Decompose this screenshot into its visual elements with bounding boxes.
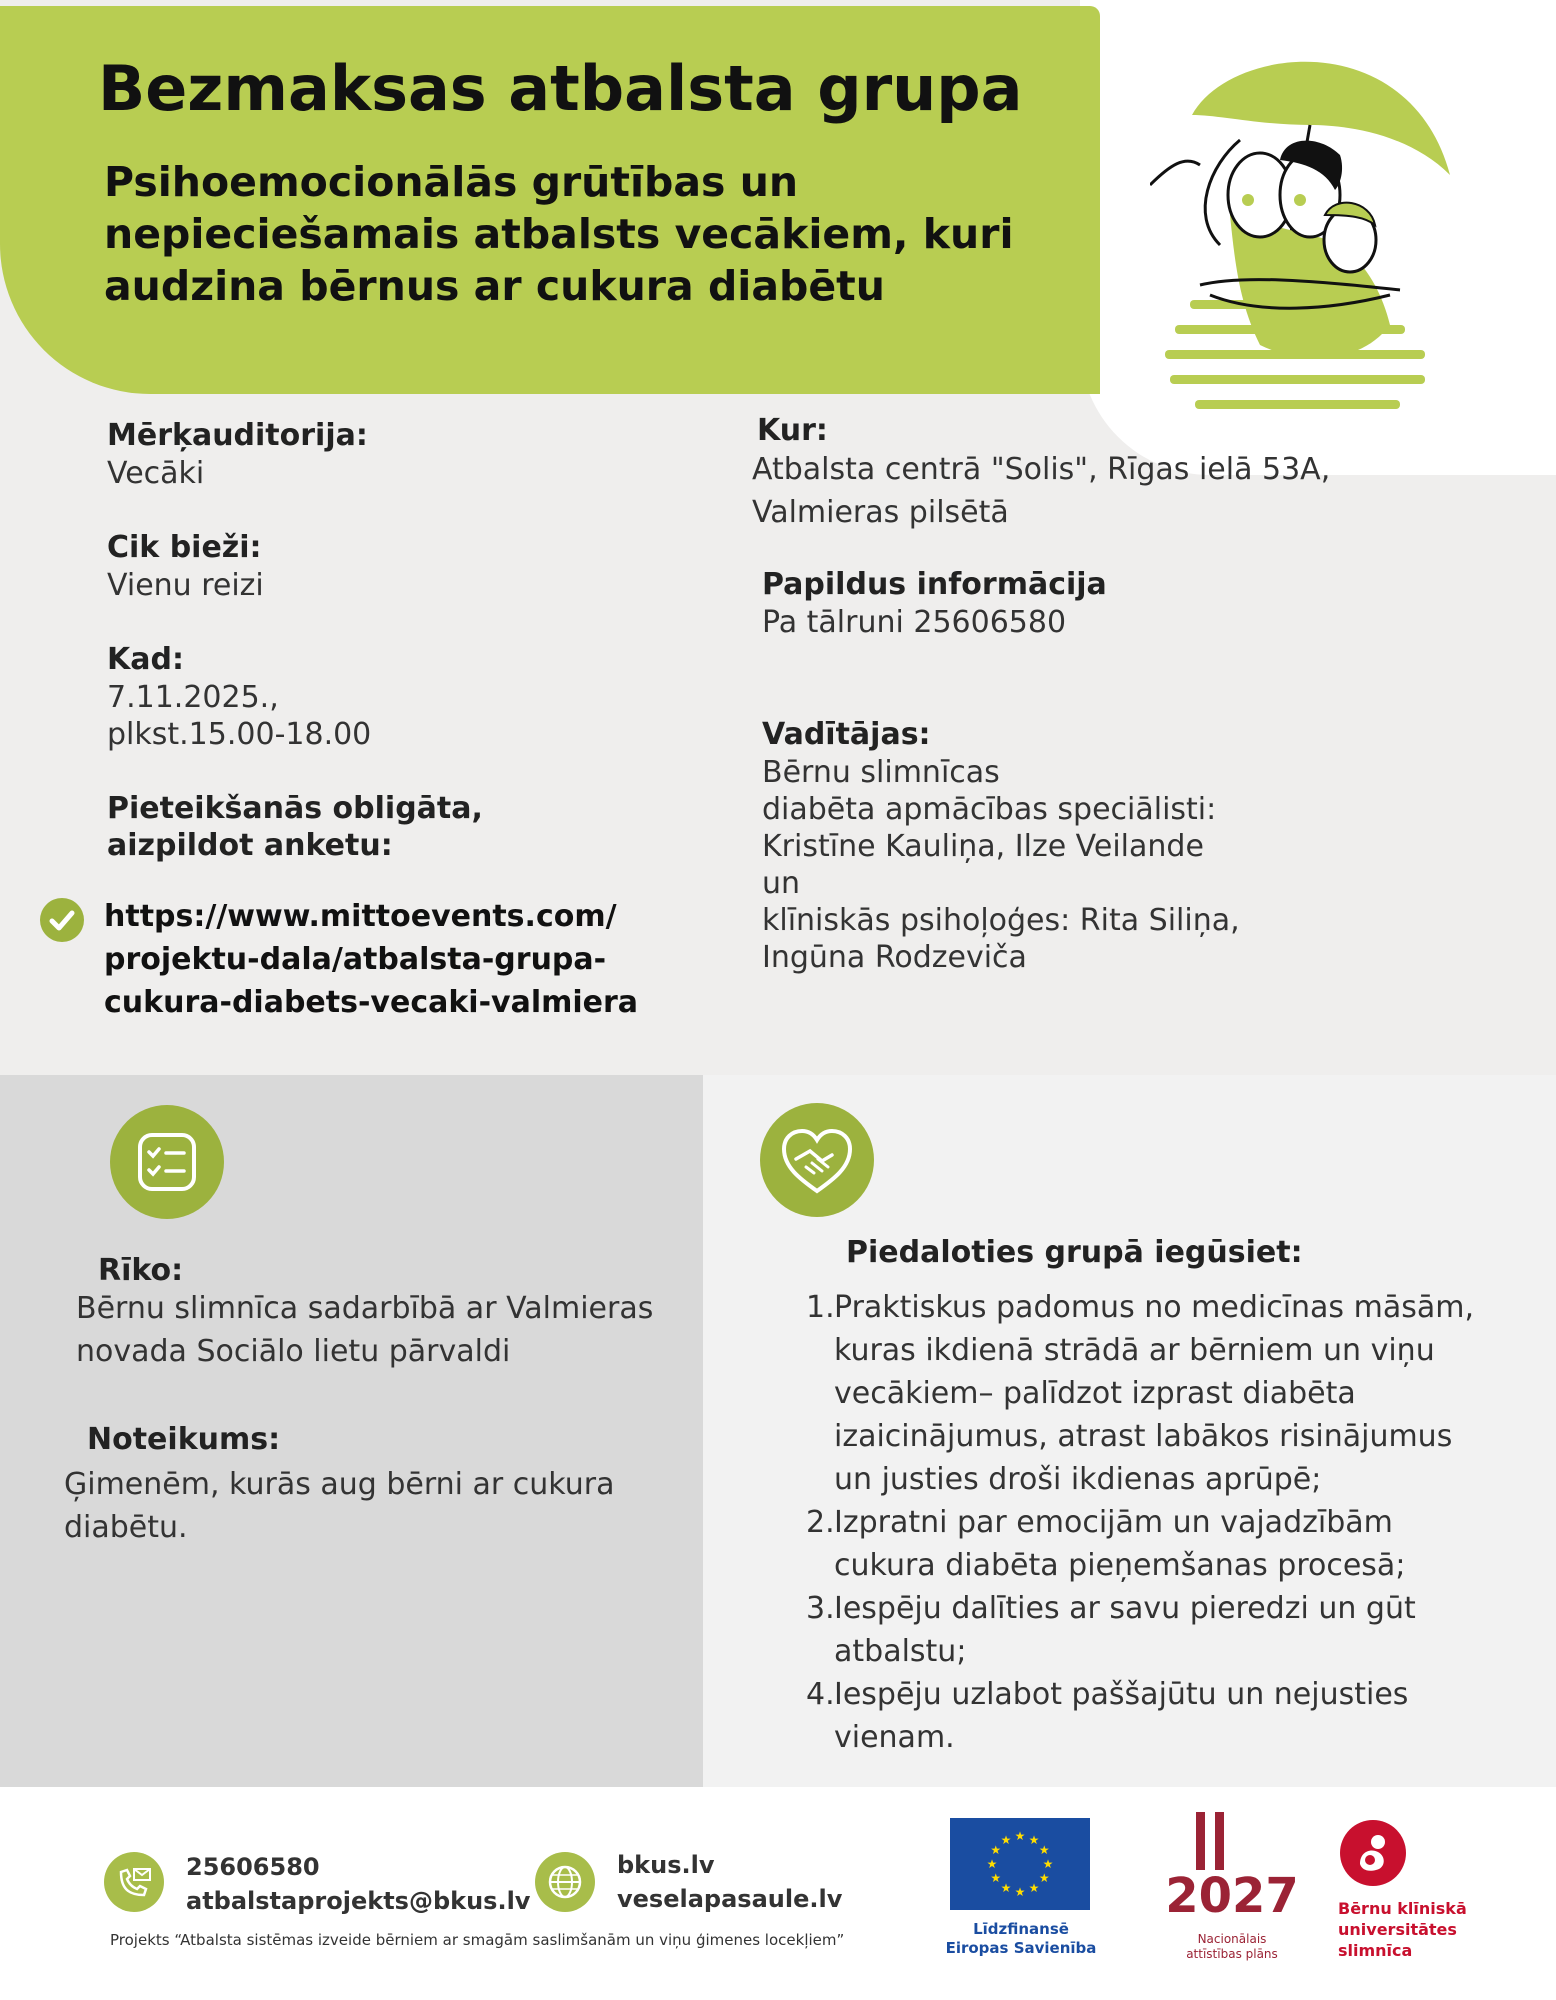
bkus-caption: Bērnu klīniskā universitātes slimnīca — [1338, 1899, 1467, 1960]
nap-caption: Nacionālais attīstības plāns — [1186, 1932, 1278, 1961]
signup-label: Pieteikšanās obligāta, aizpildot anketu: — [107, 791, 483, 863]
where-label: Kur: — [757, 413, 828, 448]
benefits-title: Piedaloties grupā iegūsiet: — [846, 1235, 1303, 1270]
footer-site-veselapasaule[interactable]: veselapasaule.lv — [617, 1885, 843, 1913]
audience-value: Vecāki — [107, 456, 205, 491]
list-item: 3. Iespēju dalīties ar savu pieredzi un gūt atbalstu; — [806, 1591, 1416, 1669]
family-umbrella-illustration — [1150, 45, 1500, 430]
footer-contacts — [186, 1850, 530, 1918]
leaders-value: Bērnu slimnīcas diabēta apmācības speciālisti: Kristīne Kauliņa, Ilze Veilande un klīniskās psihoļoģes: Rita Siliņa, Ingūna Rodzeviča — [762, 755, 1240, 975]
when-value: 7.11.2025., plkst.15.00-18.00 — [107, 680, 372, 752]
list-item: 4. Iespēju uzlabot paššajūtu un nejusties vienam. — [806, 1677, 1409, 1755]
checklist-icon — [110, 1105, 224, 1219]
list-item: 2. Izpratni par emocijām un vajadzībām cukura diabēta pieņemšanas procesā; — [806, 1505, 1406, 1583]
nap-bar-right — [1215, 1812, 1224, 1870]
condition-value: Ģimenēm, kurās aug bērni ar cukura diabētu. — [64, 1467, 615, 1545]
when-label: Kad: — [107, 642, 184, 677]
eu-stars-icon — [950, 1818, 1090, 1910]
globe-icon — [535, 1852, 595, 1912]
eu-star-icon: ★ — [1042, 1857, 1054, 1871]
eu-star-icon: ★ — [1028, 1832, 1040, 1847]
eu-flag-logo — [950, 1818, 1090, 1910]
where-value: Atbalsta centrā "Solis", Rīgas ielā 53A, Valmieras pilsētā — [752, 452, 1331, 530]
page-title: Bezmaksas atbalsta grupa — [98, 52, 1023, 125]
footer-phone[interactable]: 25606580 — [186, 1853, 320, 1881]
heart-handshake-icon — [760, 1103, 874, 1217]
eu-star-icon: ★ — [990, 1843, 1002, 1857]
eu-star-icon: ★ — [1028, 1881, 1040, 1896]
footer-email[interactable]: atbalstaprojekts@bkus.lv — [186, 1887, 531, 1915]
eu-caption: Līdzfinansē Eiropas Savienība — [945, 1920, 1097, 1957]
list-item: 1. Praktiskus padomus no medicīnas māsām, kuras ikdienā strādā ar bērniem un viņu vecākiem– palīdzot izprast diabēta izaicinājumus, atrast labākos risinājumus un justies droši ikdienas aprūpē; — [806, 1290, 1474, 1497]
frequency-label: Cik bieži: — [107, 530, 262, 565]
benefits-list — [800, 1286, 1540, 1759]
organizer-label: Rīko: — [98, 1253, 184, 1288]
check-icon — [40, 898, 84, 942]
info-value: Pa tālruni 25606580 — [762, 605, 1067, 640]
organizer-value: Bērnu slimnīca sadarbībā ar Valmieras novada Sociālo lietu pārvaldi — [76, 1291, 654, 1369]
page-subtitle: Psihoemocionālās grūtības un nepieciešamais atbalsts vecākiem, kuri audzina bērnus ar cukura diabētu — [104, 158, 1014, 310]
signup-link[interactable]: https://www.mittoevents.com/ projektu-dala/atbalsta-grupa- cukura-diabets-vecaki-valmiera — [104, 899, 639, 1020]
condition-label: Noteikums: — [87, 1422, 281, 1457]
nap-bar-left — [1196, 1812, 1205, 1870]
footer-websites — [617, 1848, 842, 1916]
phone-mail-icon — [104, 1852, 164, 1912]
eu-star-icon: ★ — [1014, 1885, 1026, 1899]
bkus-logo — [1340, 1820, 1406, 1886]
eu-star-icon: ★ — [1000, 1832, 1012, 1847]
project-note: Projekts “Atbalsta sistēmas izveide bērniem ar smagām saslimšanām un viņu ģimenes locekļiem” — [110, 1931, 845, 1949]
leaders-label: Vadītājas: — [762, 717, 931, 752]
eu-star-icon: ★ — [1038, 1871, 1050, 1885]
eu-star-icon: ★ — [1014, 1829, 1026, 1843]
eu-star-icon: ★ — [986, 1857, 998, 1871]
eu-star-icon: ★ — [990, 1871, 1002, 1885]
footer-site-bkus[interactable]: bkus.lv — [617, 1851, 715, 1879]
audience-label: Mērķauditorija: — [107, 418, 368, 453]
eu-star-icon: ★ — [1038, 1843, 1050, 1857]
nap-year: 2027 — [1165, 1868, 1299, 1924]
frequency-value: Vienu reizi — [107, 568, 264, 603]
mother-child-icon — [1340, 1820, 1406, 1886]
eu-star-icon: ★ — [1000, 1881, 1012, 1896]
info-label: Papildus informācija — [762, 567, 1107, 602]
